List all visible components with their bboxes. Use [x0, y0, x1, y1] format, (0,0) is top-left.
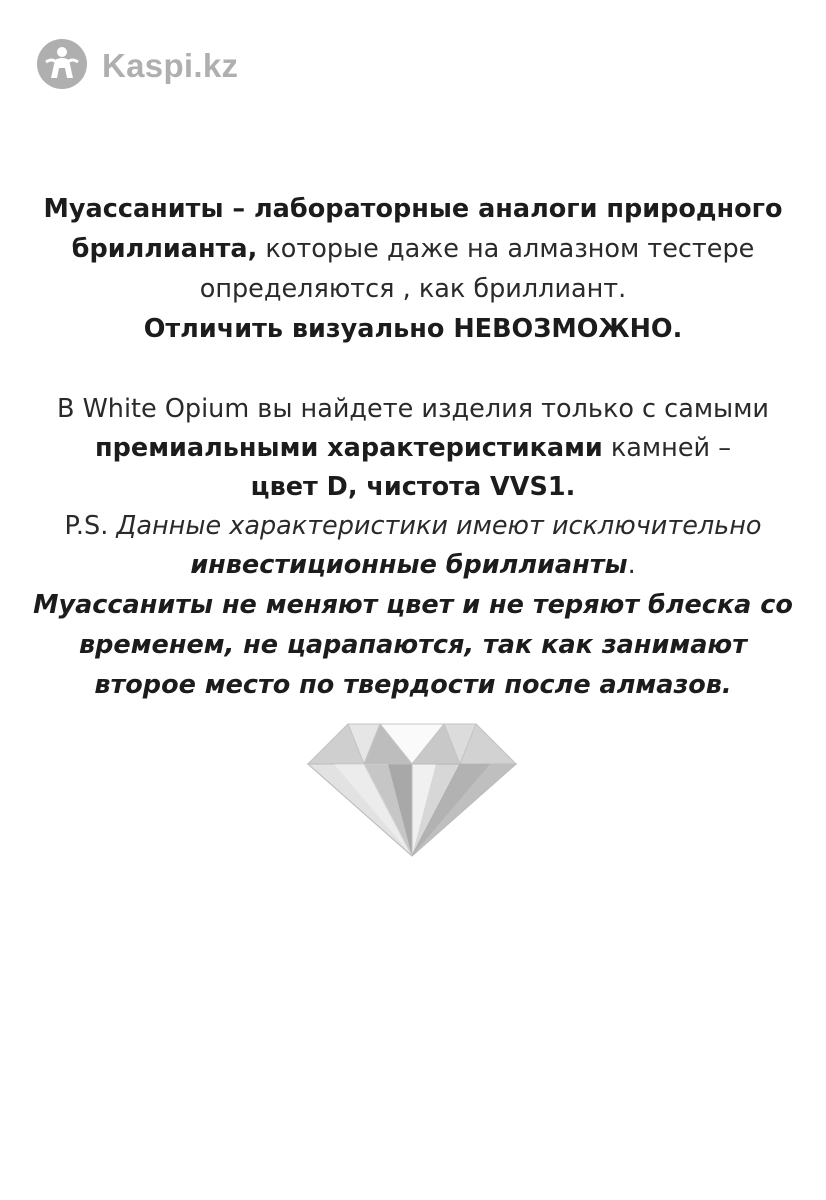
text-line: [0, 433, 826, 463]
text-line: [0, 274, 826, 304]
text-line: [0, 194, 826, 224]
text-line: [0, 590, 826, 620]
text-line: [0, 670, 826, 700]
kaspi-watermark: [36, 38, 238, 94]
kaspi-brand: Kaspi.kz: [102, 47, 239, 84]
emphasis-text: временем, не царапаются, так как занимают: [79, 630, 747, 660]
emphasis-text: инвестиционные бриллианты: [190, 550, 628, 580]
text-line: [0, 550, 826, 580]
headline-part: Муассаниты – лабораторные аналоги природного: [43, 194, 783, 224]
emphasis-text: Отличить визуально НЕВОЗМОЖНО.: [143, 314, 683, 344]
ps-prefix: P.S.: [64, 511, 117, 541]
text-part: определяются , как бриллиант.: [199, 274, 627, 304]
text-line: [0, 511, 826, 541]
diamond-icon: [304, 716, 520, 864]
text-line: [0, 234, 826, 264]
text-part: которые даже на алмазном тестере: [257, 234, 755, 264]
emphasis-text: второе место по твердости после алмазов.: [94, 670, 732, 700]
text-part: В White Opium вы найдете изделия только с самыми: [56, 394, 770, 424]
spec-text: цвет D, чистота VVS1.: [250, 472, 576, 502]
headline-part: бриллианта,: [71, 234, 258, 264]
text-line: [0, 630, 826, 660]
text-line: [0, 394, 826, 424]
text-line: [0, 472, 826, 502]
text-part: .: [627, 550, 636, 580]
text-line: [0, 314, 826, 344]
text-part: камней –: [602, 433, 731, 463]
emphasis-text: Муассаниты не меняют цвет и не теряют блеска со: [33, 590, 793, 620]
emphasis-text: премиальными характеристиками: [95, 433, 603, 463]
ps-text: Данные характеристики имеют исключительно: [116, 511, 762, 541]
kaspi-logo-icon: [36, 38, 88, 94]
